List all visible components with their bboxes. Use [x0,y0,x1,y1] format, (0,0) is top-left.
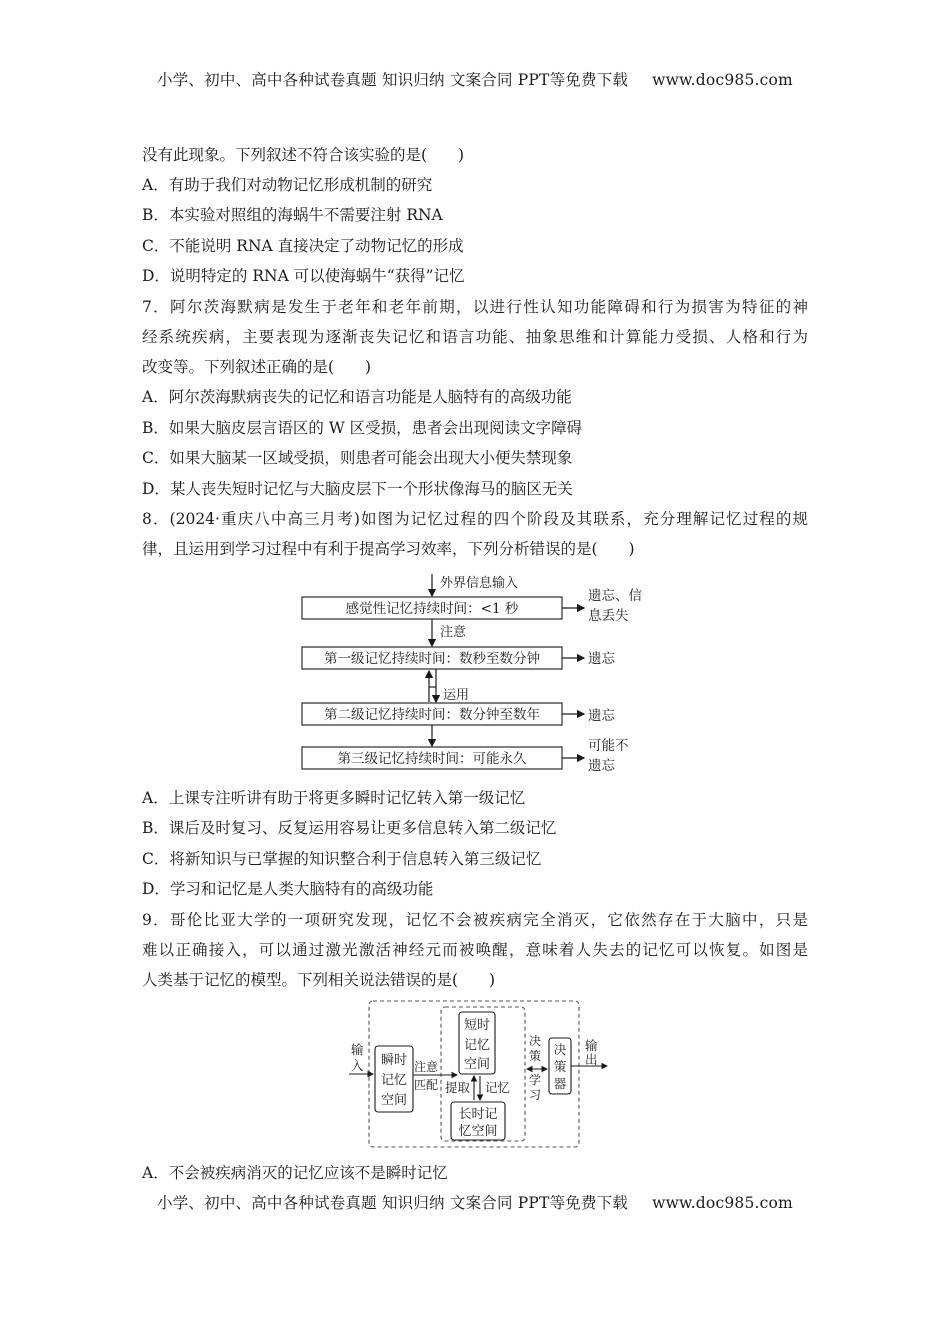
q8-stage-third-label: 第三级记忆持续时间：可能永久 [337,751,527,767]
q9-instant-line3: 空间 [380,1093,408,1108]
q8-option-b: B．课后及时复习、反复运用容易让更多信息转入第二级记忆 [142,819,557,837]
q9-attention-label: 注意 [414,1060,439,1074]
q6-option-b: B．本实验对照组的海蜗牛不需要注射 RNA [142,206,443,224]
q9-decide-char-2: 策 [529,1049,542,1063]
q9-input-char-2: 入 [351,1058,364,1073]
page-footer [0,1191,950,1213]
q9-option-a: A．不会被疾病消灭的记忆应该不是瞬时记忆 [142,1164,448,1182]
q8-memory-stages-diagram [290,570,670,780]
q7-option-d: D．某人丧失短时记忆与大脑皮层下一个形状像海马的脑区无关 [142,480,573,498]
q7-stem-line-2: 经系统疾病，主要表现为逐渐丧失记忆和语言功能、抽象思维和计算能力受损、人格和行为 [142,328,808,346]
q8-use-label: 运用 [443,688,470,703]
q9-output-char-2: 出 [585,1052,598,1067]
q7-stem-line-3: 改变等。下列叙述正确的是( ) [142,358,372,376]
q8-out2-label: 遗忘 [588,651,615,667]
q8-option-c: C．将新知识与已掌握的知识整合利于信息转入第三级记忆 [142,850,542,868]
q9-short-line1: 短时 [463,1018,491,1033]
q8-attention-label: 注意 [440,625,467,640]
q9-instant-line1: 瞬时 [380,1053,408,1068]
q9-short-line2: 记忆 [463,1038,491,1053]
q6-option-d: D．说明特定的 RNA 可以使海蜗牛“获得”记忆 [142,267,465,285]
q7-stem-line-1: 7．阿尔茨海默病是发生于老年和老年前期，以进行性认知功能障碍和行为损害为特征的神 [142,298,808,316]
footer-site-link[interactable]: www.doc985.com [652,1194,793,1212]
q7-option-c: C．如果大脑某一区域受损，则患者可能会出现大小便失禁现象 [142,449,573,467]
q7-option-a: A．阿尔茨海默病丧失的记忆和语言功能是人脑特有的高级功能 [142,388,572,406]
q9-decider-char-2: 策 [553,1059,567,1074]
q9-input-char-1: 输 [351,1042,364,1057]
q8-stage-sensory-label: 感觉性记忆持续时间：<1 秒 [345,601,519,617]
q7-option-b: B．如果大脑皮层言语区的 W 区受损，患者会出现阅读文字障碍 [142,419,583,437]
q9-long-line2: 忆空间 [458,1124,498,1139]
q9-learn-char-1: 学 [529,1073,542,1087]
q9-decider-char-1: 决 [553,1042,567,1057]
q8-option-d: D．学习和记忆是人类大脑特有的高级功能 [142,880,434,898]
q9-memorize-label: 记忆 [485,1080,511,1095]
page-header [0,68,950,90]
q9-learn-char-2: 习 [529,1088,542,1102]
q9-stem-line-2: 难以正确接入，可以通过激光激活神经元而被唤醒，意味着人失去的记忆可以恢复。如图是 [142,941,808,959]
q9-long-line1: 长时记 [458,1107,498,1122]
q6-option-c: C．不能说明 RNA 直接决定了动物记忆的形成 [142,237,464,255]
q6-stem-continuation: 没有此现象。下列叙述不符合该实验的是( ) [142,146,465,164]
q9-output-char-1: 输 [585,1038,598,1053]
header-site-link[interactable]: www.doc985.com [652,71,793,89]
q9-stem-line-3: 人类基于记忆的模型。下列相关说法错误的是( ) [142,971,496,989]
q9-match-label: 匹配 [414,1078,439,1092]
q9-decide-char-1: 决 [529,1034,542,1048]
q9-instant-line2: 记忆 [380,1073,408,1088]
q8-stage-second-label: 第二级记忆持续时间：数分钟至数年 [324,707,540,723]
q9-stem-line-1: 9．哥伦比亚大学的一项研究发现，记忆不会被疾病完全消灭，它依然存在于大脑中，只是 [142,911,808,929]
q9-decider-char-3: 器 [553,1076,567,1091]
q8-option-a: A．上课专注听讲有助于将更多瞬时记忆转入第一级记忆 [142,789,526,807]
q8-out3-label: 遗忘 [588,708,615,724]
q8-out1-line1: 遗忘、信 [588,588,642,604]
q8-out4-line2: 遗忘 [588,758,615,774]
q8-out4-line1: 可能不 [588,738,629,754]
q9-short-line3: 空间 [463,1057,491,1072]
header-text: 小学、初中、高中各种试卷真题 知识归纳 文案合同 PPT等免费下载 [157,71,629,89]
q6-option-a: A．有助于我们对动物记忆形成机制的研究 [142,176,433,194]
q8-stem-line-1: 8．(2024·重庆八中高三月考)如图为记忆过程的四个阶段及其联系，充分理解记忆过程的规 [142,510,808,528]
q8-out1-line2: 息丢失 [588,608,629,624]
q8-stem-line-2: 律，且运用到学习过程中有利于提高学习效率，下列分析错误的是( ) [142,540,635,558]
q9-memory-model-diagram [345,998,615,1150]
footer-text: 小学、初中、高中各种试卷真题 知识归纳 文案合同 PPT等免费下载 [157,1194,629,1212]
q8-input-label: 外界信息输入 [440,576,519,591]
q8-stage-first-label: 第一级记忆持续时间：数秒至数分钟 [324,651,540,667]
q9-extract-label: 提取 [445,1080,471,1095]
